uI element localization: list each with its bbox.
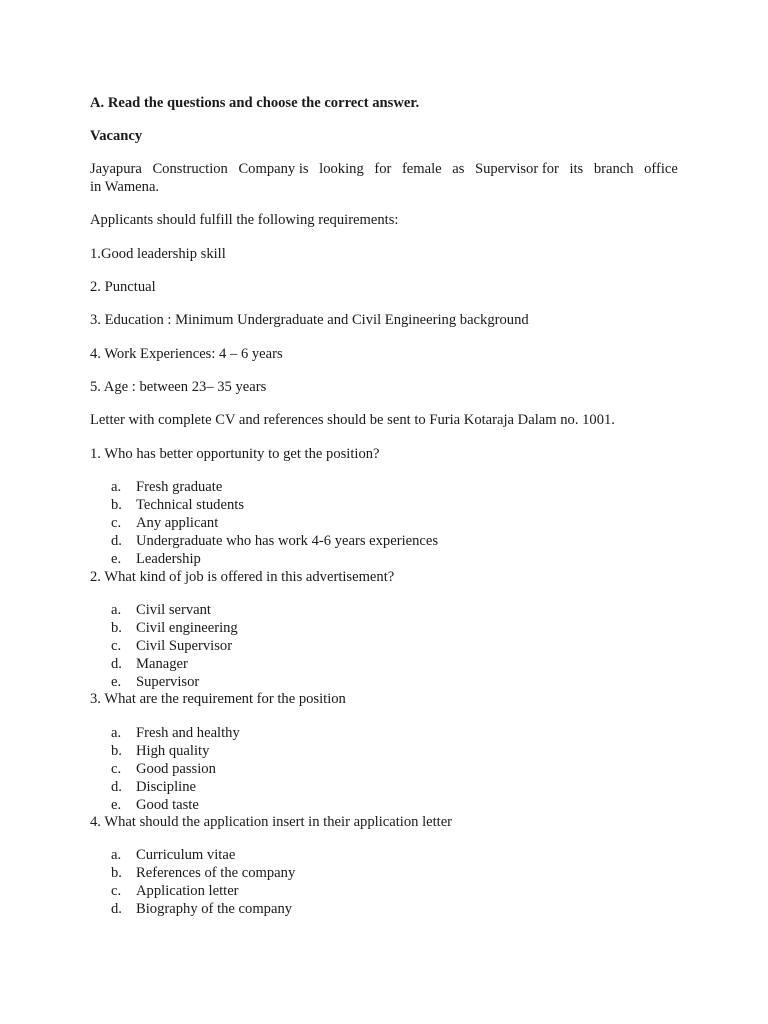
answer-option — [111, 655, 188, 673]
answer-option — [111, 601, 211, 619]
word: its — [569, 161, 584, 177]
word: female — [401, 161, 442, 177]
option-letter: e. — [111, 797, 122, 813]
instruction-heading: A. Read the questions and choose the correct answer. — [90, 95, 420, 111]
option-text: Curriculum vitae — [136, 847, 236, 863]
answer-option — [111, 478, 222, 496]
requirement-item: 3. Education : Minimum Undergraduate and Civil Engineering background — [90, 312, 529, 328]
vacancy-title: Vacancy — [90, 128, 143, 144]
option-text: Technical students — [136, 497, 244, 513]
option-text: Discipline — [136, 779, 196, 795]
option-letter: b. — [111, 620, 122, 636]
question-2: 2. What kind of job is offered in this advertisement? — [90, 569, 395, 585]
answer-option — [111, 514, 218, 532]
word: Construction — [152, 161, 228, 177]
option-text: High quality — [136, 743, 210, 759]
option-text: Leadership — [136, 551, 201, 567]
question-3: 3. What are the requirement for the position — [90, 691, 346, 707]
option-text: Civil Supervisor — [136, 638, 233, 654]
answer-option — [111, 496, 244, 514]
option-letter: b. — [111, 865, 122, 881]
option-text: References of the company — [136, 865, 296, 881]
option-text: Biography of the company — [136, 901, 293, 917]
option-letter: d. — [111, 656, 122, 672]
option-text: Any applicant — [136, 515, 219, 531]
option-text: Good taste — [136, 797, 199, 813]
option-text: Fresh and healthy — [136, 725, 240, 741]
answer-option — [111, 864, 295, 882]
vacancy-description-line2: in Wamena. — [90, 179, 160, 195]
option-text: Manager — [136, 656, 188, 672]
answer-option — [111, 619, 238, 637]
vacancy-description-line1 — [90, 160, 678, 178]
option-text: Civil servant — [136, 602, 211, 618]
option-letter: e. — [111, 551, 122, 567]
answer-option — [111, 778, 196, 796]
requirement-item: 4. Work Experiences: 4 – 6 years — [90, 346, 283, 362]
answer-option — [111, 760, 216, 778]
word: branch — [593, 161, 634, 177]
word: Jayapura — [90, 161, 142, 177]
option-text: Civil engineering — [136, 620, 238, 636]
requirement-item: 5. Age : between 23– 35 years — [90, 379, 267, 395]
requirements-intro: Applicants should fulfill the following requirements: — [90, 212, 399, 228]
requirement-item: 1.Good leadership skill — [90, 246, 226, 262]
option-letter: d. — [111, 901, 122, 917]
option-text: Fresh graduate — [136, 479, 223, 495]
answer-option — [111, 846, 235, 864]
option-letter: a. — [111, 725, 122, 741]
option-letter: c. — [111, 883, 122, 899]
option-letter: d. — [111, 779, 122, 795]
option-letter: d. — [111, 533, 122, 549]
answer-option — [111, 532, 438, 550]
answer-option — [111, 900, 292, 918]
option-letter: a. — [111, 602, 122, 618]
word: for — [374, 161, 392, 177]
option-letter: c. — [111, 638, 122, 654]
word: looking — [319, 161, 364, 177]
word: as — [452, 161, 465, 177]
option-text: Undergraduate who has work 4-6 years experiences — [136, 533, 439, 549]
answer-option — [111, 882, 239, 900]
word: office — [644, 161, 678, 177]
word: Supervisor for — [474, 161, 559, 177]
option-letter: b. — [111, 743, 122, 759]
option-text: Good passion — [136, 761, 216, 777]
option-letter: a. — [111, 479, 122, 495]
option-letter: a. — [111, 847, 122, 863]
requirement-item: 2. Punctual — [90, 279, 156, 295]
option-letter: b. — [111, 497, 122, 513]
option-letter: c. — [111, 515, 122, 531]
question-4: 4. What should the application insert in their application letter — [90, 814, 453, 830]
answer-option — [111, 550, 201, 568]
word: Company is — [238, 161, 309, 177]
answer-option — [111, 673, 199, 691]
option-letter: c. — [111, 761, 122, 777]
answer-option — [111, 796, 199, 814]
answer-option — [111, 724, 240, 742]
option-text: Application letter — [136, 883, 239, 899]
letter-note: Letter with complete CV and references should be sent to Furia Kotaraja Dalam no. 1001. — [90, 412, 615, 428]
option-text: Supervisor — [136, 674, 200, 690]
question-1: 1. Who has better opportunity to get the position? — [90, 446, 380, 462]
option-letter: e. — [111, 674, 122, 690]
vacancy-description — [90, 160, 678, 196]
answer-option — [111, 742, 209, 760]
answer-option — [111, 637, 232, 655]
